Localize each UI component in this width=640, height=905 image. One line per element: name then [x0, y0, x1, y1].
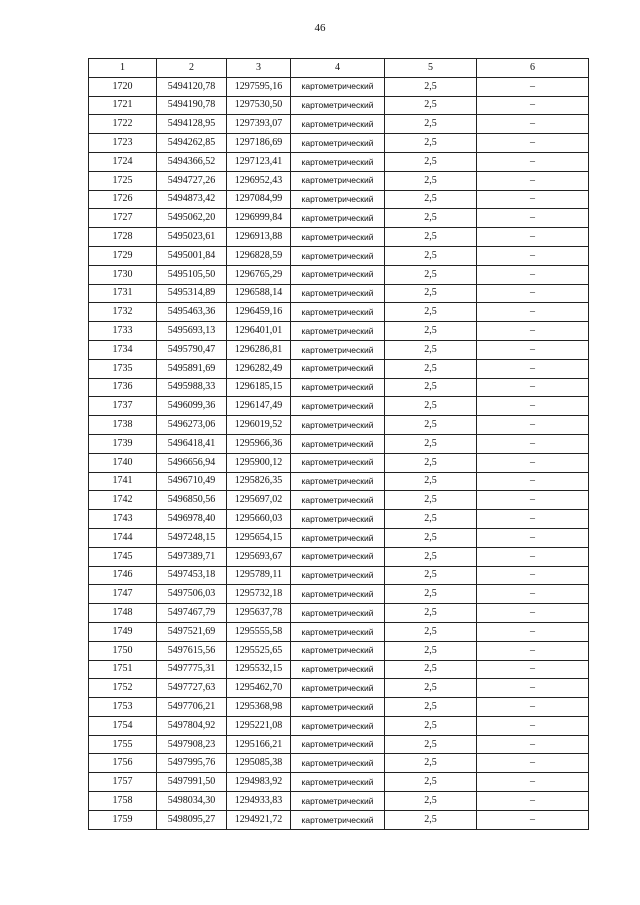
- x-coordinate-cell: 5497389,71: [157, 547, 227, 566]
- x-coordinate-cell: 5494128,95: [157, 115, 227, 134]
- method-cell: картометрический: [291, 152, 385, 171]
- description-cell: –: [477, 491, 589, 510]
- table-row: [89, 77, 589, 96]
- table-row: [89, 96, 589, 115]
- x-coordinate-cell: 5497248,15: [157, 528, 227, 547]
- y-coordinate-cell: 1297123,41: [227, 152, 291, 171]
- point-number-cell: 1746: [89, 566, 157, 585]
- description-cell: –: [477, 284, 589, 303]
- table-row: [89, 472, 589, 491]
- accuracy-cell: 2,5: [385, 77, 477, 96]
- y-coordinate-cell: 1296828,59: [227, 246, 291, 265]
- description-cell: –: [477, 134, 589, 153]
- accuracy-cell: 2,5: [385, 698, 477, 717]
- description-cell: –: [477, 585, 589, 604]
- method-cell: картометрический: [291, 453, 385, 472]
- accuracy-cell: 2,5: [385, 810, 477, 829]
- table-row: [89, 190, 589, 209]
- method-cell: картометрический: [291, 641, 385, 660]
- point-number-cell: 1730: [89, 265, 157, 284]
- y-coordinate-cell: 1295166,21: [227, 735, 291, 754]
- column-header: 6: [477, 59, 589, 78]
- x-coordinate-cell: 5495023,61: [157, 228, 227, 247]
- table-body: [89, 77, 589, 829]
- y-coordinate-cell: 1295697,02: [227, 491, 291, 510]
- point-number-cell: 1759: [89, 810, 157, 829]
- point-number-cell: 1723: [89, 134, 157, 153]
- point-number-cell: 1758: [89, 792, 157, 811]
- description-cell: –: [477, 228, 589, 247]
- y-coordinate-cell: 1296185,15: [227, 378, 291, 397]
- x-coordinate-cell: 5497775,31: [157, 660, 227, 679]
- coordinates-table: [88, 58, 589, 830]
- y-coordinate-cell: 1295525,65: [227, 641, 291, 660]
- table-row: [89, 115, 589, 134]
- method-cell: картометрический: [291, 660, 385, 679]
- x-coordinate-cell: 5494120,78: [157, 77, 227, 96]
- accuracy-cell: 2,5: [385, 547, 477, 566]
- accuracy-cell: 2,5: [385, 171, 477, 190]
- table-row: [89, 303, 589, 322]
- description-cell: –: [477, 171, 589, 190]
- accuracy-cell: 2,5: [385, 510, 477, 529]
- table-row: [89, 510, 589, 529]
- table-row: [89, 416, 589, 435]
- method-cell: картометрический: [291, 209, 385, 228]
- accuracy-cell: 2,5: [385, 96, 477, 115]
- point-number-cell: 1741: [89, 472, 157, 491]
- table-row: [89, 209, 589, 228]
- x-coordinate-cell: 5495314,89: [157, 284, 227, 303]
- description-cell: –: [477, 322, 589, 341]
- y-coordinate-cell: 1295368,98: [227, 698, 291, 717]
- x-coordinate-cell: 5497908,23: [157, 735, 227, 754]
- column-header: 3: [227, 59, 291, 78]
- accuracy-cell: 2,5: [385, 604, 477, 623]
- accuracy-cell: 2,5: [385, 303, 477, 322]
- table-row: [89, 566, 589, 585]
- point-number-cell: 1745: [89, 547, 157, 566]
- accuracy-cell: 2,5: [385, 340, 477, 359]
- table-row: [89, 698, 589, 717]
- table-row: [89, 660, 589, 679]
- method-cell: картометрический: [291, 754, 385, 773]
- table-row: [89, 397, 589, 416]
- description-cell: –: [477, 453, 589, 472]
- table-row: [89, 735, 589, 754]
- y-coordinate-cell: 1296588,14: [227, 284, 291, 303]
- accuracy-cell: 2,5: [385, 754, 477, 773]
- method-cell: картометрический: [291, 359, 385, 378]
- table-row: [89, 246, 589, 265]
- point-number-cell: 1751: [89, 660, 157, 679]
- method-cell: картометрический: [291, 622, 385, 641]
- accuracy-cell: 2,5: [385, 284, 477, 303]
- table-row: [89, 171, 589, 190]
- table-row: [89, 322, 589, 341]
- x-coordinate-cell: 5496273,06: [157, 416, 227, 435]
- x-coordinate-cell: 5497727,63: [157, 679, 227, 698]
- accuracy-cell: 2,5: [385, 152, 477, 171]
- y-coordinate-cell: 1297084,99: [227, 190, 291, 209]
- x-coordinate-cell: 5495463,36: [157, 303, 227, 322]
- point-number-cell: 1738: [89, 416, 157, 435]
- accuracy-cell: 2,5: [385, 792, 477, 811]
- method-cell: картометрический: [291, 265, 385, 284]
- x-coordinate-cell: 5495105,50: [157, 265, 227, 284]
- method-cell: картометрический: [291, 416, 385, 435]
- description-cell: –: [477, 397, 589, 416]
- table-row: [89, 585, 589, 604]
- point-number-cell: 1722: [89, 115, 157, 134]
- point-number-cell: 1737: [89, 397, 157, 416]
- description-cell: –: [477, 96, 589, 115]
- y-coordinate-cell: 1295732,18: [227, 585, 291, 604]
- x-coordinate-cell: 5496418,41: [157, 434, 227, 453]
- accuracy-cell: 2,5: [385, 716, 477, 735]
- x-coordinate-cell: 5494262,85: [157, 134, 227, 153]
- method-cell: картометрический: [291, 491, 385, 510]
- point-number-cell: 1725: [89, 171, 157, 190]
- method-cell: картометрический: [291, 134, 385, 153]
- table-row: [89, 340, 589, 359]
- x-coordinate-cell: 5494873,42: [157, 190, 227, 209]
- accuracy-cell: 2,5: [385, 566, 477, 585]
- x-coordinate-cell: 5494190,78: [157, 96, 227, 115]
- method-cell: картометрический: [291, 528, 385, 547]
- method-cell: картометрический: [291, 397, 385, 416]
- description-cell: –: [477, 378, 589, 397]
- point-number-cell: 1734: [89, 340, 157, 359]
- point-number-cell: 1736: [89, 378, 157, 397]
- method-cell: картометрический: [291, 547, 385, 566]
- accuracy-cell: 2,5: [385, 585, 477, 604]
- description-cell: –: [477, 472, 589, 491]
- method-cell: картометрический: [291, 716, 385, 735]
- y-coordinate-cell: 1295693,67: [227, 547, 291, 566]
- x-coordinate-cell: 5497453,18: [157, 566, 227, 585]
- y-coordinate-cell: 1294921,72: [227, 810, 291, 829]
- method-cell: картометрический: [291, 434, 385, 453]
- point-number-cell: 1733: [89, 322, 157, 341]
- table-row: [89, 434, 589, 453]
- description-cell: –: [477, 434, 589, 453]
- accuracy-cell: 2,5: [385, 322, 477, 341]
- y-coordinate-cell: 1297595,16: [227, 77, 291, 96]
- x-coordinate-cell: 5498034,30: [157, 792, 227, 811]
- accuracy-cell: 2,5: [385, 378, 477, 397]
- y-coordinate-cell: 1295966,36: [227, 434, 291, 453]
- x-coordinate-cell: 5497467,79: [157, 604, 227, 623]
- x-coordinate-cell: 5497521,69: [157, 622, 227, 641]
- description-cell: –: [477, 773, 589, 792]
- column-header: 2: [157, 59, 227, 78]
- method-cell: картометрический: [291, 246, 385, 265]
- description-cell: –: [477, 303, 589, 322]
- method-cell: картометрический: [291, 698, 385, 717]
- description-cell: –: [477, 754, 589, 773]
- x-coordinate-cell: 5496099,36: [157, 397, 227, 416]
- method-cell: картометрический: [291, 679, 385, 698]
- point-number-cell: 1755: [89, 735, 157, 754]
- accuracy-cell: 2,5: [385, 265, 477, 284]
- table-row: [89, 265, 589, 284]
- y-coordinate-cell: 1296282,49: [227, 359, 291, 378]
- y-coordinate-cell: 1295900,12: [227, 453, 291, 472]
- point-number-cell: 1744: [89, 528, 157, 547]
- point-number-cell: 1731: [89, 284, 157, 303]
- table-row: [89, 228, 589, 247]
- method-cell: картометрический: [291, 810, 385, 829]
- point-number-cell: 1749: [89, 622, 157, 641]
- point-number-cell: 1748: [89, 604, 157, 623]
- method-cell: картометрический: [291, 585, 385, 604]
- y-coordinate-cell: 1296286,81: [227, 340, 291, 359]
- table-row: [89, 754, 589, 773]
- x-coordinate-cell: 5495001,84: [157, 246, 227, 265]
- accuracy-cell: 2,5: [385, 660, 477, 679]
- table-row: [89, 604, 589, 623]
- accuracy-cell: 2,5: [385, 209, 477, 228]
- point-number-cell: 1756: [89, 754, 157, 773]
- method-cell: картометрический: [291, 190, 385, 209]
- table-row: [89, 679, 589, 698]
- description-cell: –: [477, 209, 589, 228]
- page-number: 46: [314, 22, 326, 34]
- description-cell: –: [477, 660, 589, 679]
- method-cell: картометрический: [291, 472, 385, 491]
- description-cell: –: [477, 679, 589, 698]
- point-number-cell: 1757: [89, 773, 157, 792]
- description-cell: –: [477, 698, 589, 717]
- table-row: [89, 152, 589, 171]
- x-coordinate-cell: 5495891,69: [157, 359, 227, 378]
- x-coordinate-cell: 5497995,76: [157, 754, 227, 773]
- x-coordinate-cell: 5497506,03: [157, 585, 227, 604]
- accuracy-cell: 2,5: [385, 773, 477, 792]
- x-coordinate-cell: 5496710,49: [157, 472, 227, 491]
- point-number-cell: 1721: [89, 96, 157, 115]
- description-cell: –: [477, 641, 589, 660]
- accuracy-cell: 2,5: [385, 228, 477, 247]
- y-coordinate-cell: 1294983,92: [227, 773, 291, 792]
- accuracy-cell: 2,5: [385, 641, 477, 660]
- x-coordinate-cell: 5495062,20: [157, 209, 227, 228]
- method-cell: картометрический: [291, 303, 385, 322]
- method-cell: картометрический: [291, 284, 385, 303]
- method-cell: картометрический: [291, 735, 385, 754]
- method-cell: картометрический: [291, 340, 385, 359]
- description-cell: –: [477, 359, 589, 378]
- table-row: [89, 810, 589, 829]
- accuracy-cell: 2,5: [385, 190, 477, 209]
- description-cell: –: [477, 265, 589, 284]
- accuracy-cell: 2,5: [385, 472, 477, 491]
- description-cell: –: [477, 510, 589, 529]
- description-cell: –: [477, 416, 589, 435]
- point-number-cell: 1750: [89, 641, 157, 660]
- point-number-cell: 1726: [89, 190, 157, 209]
- description-cell: –: [477, 115, 589, 134]
- description-cell: –: [477, 190, 589, 209]
- point-number-cell: 1735: [89, 359, 157, 378]
- point-number-cell: 1753: [89, 698, 157, 717]
- table-row: [89, 641, 589, 660]
- method-cell: картометрический: [291, 77, 385, 96]
- method-cell: картометрический: [291, 566, 385, 585]
- y-coordinate-cell: 1295826,35: [227, 472, 291, 491]
- y-coordinate-cell: 1294933,83: [227, 792, 291, 811]
- method-cell: картометрический: [291, 773, 385, 792]
- method-cell: картометрический: [291, 604, 385, 623]
- description-cell: –: [477, 246, 589, 265]
- description-cell: –: [477, 340, 589, 359]
- point-number-cell: 1720: [89, 77, 157, 96]
- y-coordinate-cell: 1297186,69: [227, 134, 291, 153]
- point-number-cell: 1732: [89, 303, 157, 322]
- y-coordinate-cell: 1295532,15: [227, 660, 291, 679]
- point-number-cell: 1747: [89, 585, 157, 604]
- description-cell: –: [477, 810, 589, 829]
- accuracy-cell: 2,5: [385, 416, 477, 435]
- table-row: [89, 547, 589, 566]
- method-cell: картометрический: [291, 322, 385, 341]
- description-cell: –: [477, 566, 589, 585]
- table-row: [89, 773, 589, 792]
- y-coordinate-cell: 1295660,03: [227, 510, 291, 529]
- description-cell: –: [477, 547, 589, 566]
- x-coordinate-cell: 5497615,56: [157, 641, 227, 660]
- table-row: [89, 134, 589, 153]
- x-coordinate-cell: 5496978,40: [157, 510, 227, 529]
- point-number-cell: 1740: [89, 453, 157, 472]
- description-cell: –: [477, 77, 589, 96]
- y-coordinate-cell: 1296459,16: [227, 303, 291, 322]
- method-cell: картометрический: [291, 510, 385, 529]
- description-cell: –: [477, 735, 589, 754]
- table-row: [89, 622, 589, 641]
- x-coordinate-cell: 5497706,21: [157, 698, 227, 717]
- accuracy-cell: 2,5: [385, 134, 477, 153]
- accuracy-cell: 2,5: [385, 434, 477, 453]
- x-coordinate-cell: 5498095,27: [157, 810, 227, 829]
- point-number-cell: 1724: [89, 152, 157, 171]
- point-number-cell: 1728: [89, 228, 157, 247]
- point-number-cell: 1727: [89, 209, 157, 228]
- point-number-cell: 1743: [89, 510, 157, 529]
- accuracy-cell: 2,5: [385, 397, 477, 416]
- x-coordinate-cell: 5496656,94: [157, 453, 227, 472]
- method-cell: картометрический: [291, 115, 385, 134]
- description-cell: –: [477, 152, 589, 171]
- y-coordinate-cell: 1295555,58: [227, 622, 291, 641]
- accuracy-cell: 2,5: [385, 115, 477, 134]
- table-row: [89, 359, 589, 378]
- accuracy-cell: 2,5: [385, 735, 477, 754]
- y-coordinate-cell: 1296999,84: [227, 209, 291, 228]
- x-coordinate-cell: 5495988,33: [157, 378, 227, 397]
- accuracy-cell: 2,5: [385, 528, 477, 547]
- y-coordinate-cell: 1295789,11: [227, 566, 291, 585]
- accuracy-cell: 2,5: [385, 679, 477, 698]
- y-coordinate-cell: 1296401,01: [227, 322, 291, 341]
- y-coordinate-cell: 1297530,50: [227, 96, 291, 115]
- accuracy-cell: 2,5: [385, 246, 477, 265]
- table-header-row: [89, 59, 589, 78]
- method-cell: картометрический: [291, 378, 385, 397]
- y-coordinate-cell: 1296147,49: [227, 397, 291, 416]
- table-row: [89, 716, 589, 735]
- description-cell: –: [477, 622, 589, 641]
- point-number-cell: 1729: [89, 246, 157, 265]
- column-header: 5: [385, 59, 477, 78]
- y-coordinate-cell: 1296019,52: [227, 416, 291, 435]
- method-cell: картометрический: [291, 96, 385, 115]
- y-coordinate-cell: 1296765,29: [227, 265, 291, 284]
- x-coordinate-cell: 5497991,50: [157, 773, 227, 792]
- x-coordinate-cell: 5494366,52: [157, 152, 227, 171]
- point-number-cell: 1754: [89, 716, 157, 735]
- point-number-cell: 1752: [89, 679, 157, 698]
- table-row: [89, 491, 589, 510]
- table-row: [89, 378, 589, 397]
- table-row: [89, 284, 589, 303]
- y-coordinate-cell: 1295085,38: [227, 754, 291, 773]
- x-coordinate-cell: 5495693,13: [157, 322, 227, 341]
- point-number-cell: 1742: [89, 491, 157, 510]
- description-cell: –: [477, 792, 589, 811]
- y-coordinate-cell: 1295654,15: [227, 528, 291, 547]
- description-cell: –: [477, 716, 589, 735]
- table-row: [89, 528, 589, 547]
- table-row: [89, 792, 589, 811]
- x-coordinate-cell: 5496850,56: [157, 491, 227, 510]
- method-cell: картометрический: [291, 792, 385, 811]
- accuracy-cell: 2,5: [385, 359, 477, 378]
- accuracy-cell: 2,5: [385, 491, 477, 510]
- x-coordinate-cell: 5497804,92: [157, 716, 227, 735]
- y-coordinate-cell: 1296913,88: [227, 228, 291, 247]
- table-row: [89, 453, 589, 472]
- method-cell: картометрический: [291, 228, 385, 247]
- column-header: 1: [89, 59, 157, 78]
- column-header: 4: [291, 59, 385, 78]
- y-coordinate-cell: 1295637,78: [227, 604, 291, 623]
- method-cell: картометрический: [291, 171, 385, 190]
- x-coordinate-cell: 5494727,26: [157, 171, 227, 190]
- accuracy-cell: 2,5: [385, 453, 477, 472]
- description-cell: –: [477, 604, 589, 623]
- point-number-cell: 1739: [89, 434, 157, 453]
- y-coordinate-cell: 1295221,08: [227, 716, 291, 735]
- y-coordinate-cell: 1296952,43: [227, 171, 291, 190]
- y-coordinate-cell: 1295462,70: [227, 679, 291, 698]
- x-coordinate-cell: 5495790,47: [157, 340, 227, 359]
- accuracy-cell: 2,5: [385, 622, 477, 641]
- description-cell: –: [477, 528, 589, 547]
- y-coordinate-cell: 1297393,07: [227, 115, 291, 134]
